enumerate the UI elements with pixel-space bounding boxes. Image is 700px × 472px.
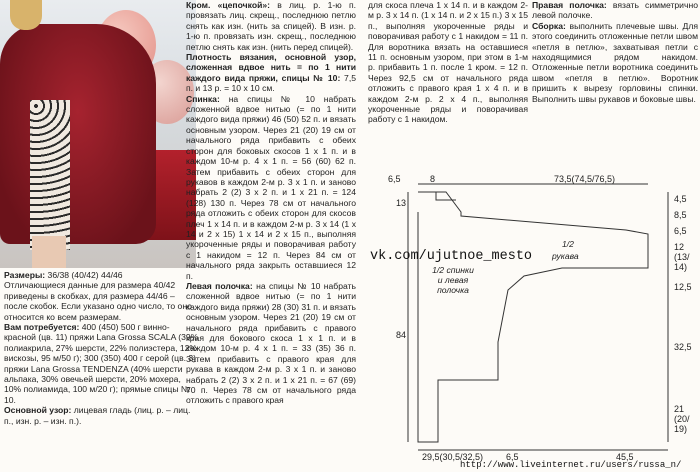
dim-right-12-5: 12,5 <box>674 282 692 292</box>
dim-bottom-right: 45,5 <box>616 452 634 462</box>
dim-left-13: 13 <box>396 198 407 208</box>
dim-right-8-5: 8,5 <box>674 210 687 220</box>
front-label: полочка <box>437 285 469 295</box>
collar-text: для скоса плеча 1 х 14 п. и в каждом 2-м р. 3 х 14 п. (1 х 14 п. и 2 х 15 п.) 3 х 15 п., выполняя укороченные ряды и поворачивая работу с 1 накидом = 11 п. Для воротника вязать на оставшиеся 11 п. основным узором, при этом в 1-м р. прибавить 1 п. после 1 кром. = 12 п. Через 92,5 см от начального ряда отложить с правого края 1 х 4 п. и в каждом 2-м р. 2 х 4 п., выполняя укороченные ряды и поворачивая работу с 1 накидом. <box>368 0 528 125</box>
assembly-label: Сборка: <box>532 20 566 31</box>
dim-top-width: 73,5(74,5/76,5) <box>554 174 616 184</box>
dim-right-4-5: 4,5 <box>674 194 687 204</box>
footer-url: http://www.liveinternet.ru/users/russa_n/ <box>460 460 682 470</box>
sizes-label: Размеры: <box>4 270 46 280</box>
dim-left-84: 84 <box>396 330 407 340</box>
dim-right-13: (13/ <box>674 252 690 262</box>
dim-right-14: 14) <box>674 262 688 272</box>
sizes-and-materials <box>4 270 200 426</box>
and-left-label: и левая <box>437 275 469 285</box>
back-half-label: 1/2 спинки <box>432 265 474 275</box>
dim-right-32-5: 32,5 <box>674 342 692 352</box>
back-text: на спицы № 10 набрать сложенной вдвое нитью (= по 1 нити каждого вида пряжи) 46 (50) 52 п. и вязать основным узором. Через 21 (20) 19 см от начального ряда прибавить с обеих сторон для боковых скосов 1 х 1 п. и в каждом 10-м р. 4 х 1 п. = 56 (60) 62 п. Затем прибавить с обеих сторон для рукавов в каждом 2-м р. 3 х 1 п. и заново набрать 2 (2) 3 х 2 п. и 1 х 21 п. = 124 (128) 130 п. Через 78 см от начального ряда отложить с обеих сторон для скосов плеч 1 х 14 п. и в каждом 2-м р. 3 х 14 (1 х 14 и 2 х 15) 1 х 14 и 2 х 15 п., выполняя укороченные ряды и поворачивая работу с 1 накидом = 12 п. Через 84 см от начального ряда закрыть оставшиеся 12 п. <box>186 93 356 281</box>
sleeve-half-label: 1/2 <box>562 239 574 249</box>
dim-right-6-5: 6,5 <box>674 226 687 236</box>
dim-right-19: 19) <box>674 424 688 434</box>
legs-shape <box>32 236 66 268</box>
sizes-text: Отличающиеся данные для размера 40/42 приведены в скобках, для размера 44/46 – после скобок. Если указано одно число, то оно относится ко всем размерам. <box>4 280 192 322</box>
schematic-outline <box>356 172 700 472</box>
main-pattern-label: Основной узор: <box>4 405 72 416</box>
gauge-label: Плотность вязания, основной узор, сложенная вдвое нить = по 1 нити каждого вида пряжи, спицы № 10: <box>186 52 356 83</box>
selvage-text: в лиц. р. 1-ю п. провязать лиц. скрещ., последнюю петлю снять как изн. (нить за спицей). В изн. р. 1-ю п. провязать изн. скрещ., последнюю петлю снять как изн. (нить перед спицей). <box>186 0 356 52</box>
dim-top-left-b: 8 <box>430 174 436 184</box>
pattern-schematic <box>356 172 700 472</box>
hair-shape <box>10 0 42 30</box>
dim-right-20: (20/ <box>674 414 690 424</box>
materials-label: Вам потребуется: <box>4 322 80 333</box>
main-pattern-text: лицевая гладь (лиц. р. – лиц. п., изн. р. – изн. п.). <box>4 405 191 426</box>
right-front-label: Правая полочка: <box>532 0 607 10</box>
dim-right-12: 12 <box>674 242 685 252</box>
dress-shape <box>30 100 70 250</box>
dim-bottom-mid: 6,5 <box>506 452 519 462</box>
instructions-column-1 <box>186 0 356 406</box>
gauge-text: 7,5 п. и 13 р. = 10 х 10 см. <box>186 72 356 94</box>
dim-bottom-left: 29,5(30,5/32,5) <box>422 452 484 462</box>
sizes-value: 36/38 (40/42) 44/46 <box>45 270 123 280</box>
model-photo <box>0 0 196 268</box>
dim-top-left-a: 6,5 <box>388 174 401 184</box>
materials-text: 400 (450) 500 г винно-красной (цв. 11) пряжи Lana Grossa SCALA (39% полиакрила, 27% шерсти, 22% полиэстера, 12% вискозы, 95 м/50 г); 300 (350) 400 г серой (цв. 3) пряжи Lana Grossa TENDENZA (40% шерсти альпака, 30% овечьей шерсти, 20% мохера, 10% полиамида, 100 м/20 г); прямые спицы № 10. <box>4 322 199 405</box>
sleeve-label: рукава <box>552 251 579 261</box>
left-front-text: на спицы № 10 набрать сложенной вдвое нитью (= по 1 нити каждого вида пряжи) 28 (30) 31 п. и вязать основным узором. Через 21 (20) 19 см от начального ряда прибавить с правого края для бокового скоса 1 х 1 п. и в каждом 10-м р. 4 х 1 п. = 33 (35) 36 п. Затем прибавить с правого края для рукава в каждом 2-м р. 3 х 1 п. и заново набрать 2 (2) 3 х 2 п. и 1 х 21 п. = 67 (69) 70 п. Через 78 см от начального ряда отложить с правого края <box>186 280 356 406</box>
instructions-column-2 <box>368 0 528 125</box>
assembly-text: выполнить плечевые швы. Для этого соединить отложенные петли швом «петля в петлю», захватывая петли с находящимися рядом накидом. Отложенные петли воротника соединить швом «петля в петлю». Воротник пришить к вырезу горловины спинки. Выполнить швы рукавов и боковые швы. <box>532 20 698 104</box>
instructions-column-3 <box>532 0 698 104</box>
selvage-label: Кром. «цепочкой»: <box>186 0 270 10</box>
left-front-label: Левая полочка: <box>186 280 253 291</box>
right-front-text: вязать симметрично левой полочке. <box>532 0 698 21</box>
dim-right-21: 21 <box>674 404 685 414</box>
red-coat-shape <box>0 24 156 244</box>
back-label: Спинка: <box>186 93 220 104</box>
watermark-text: vk.com/ujutnoe_mesto <box>370 249 533 264</box>
